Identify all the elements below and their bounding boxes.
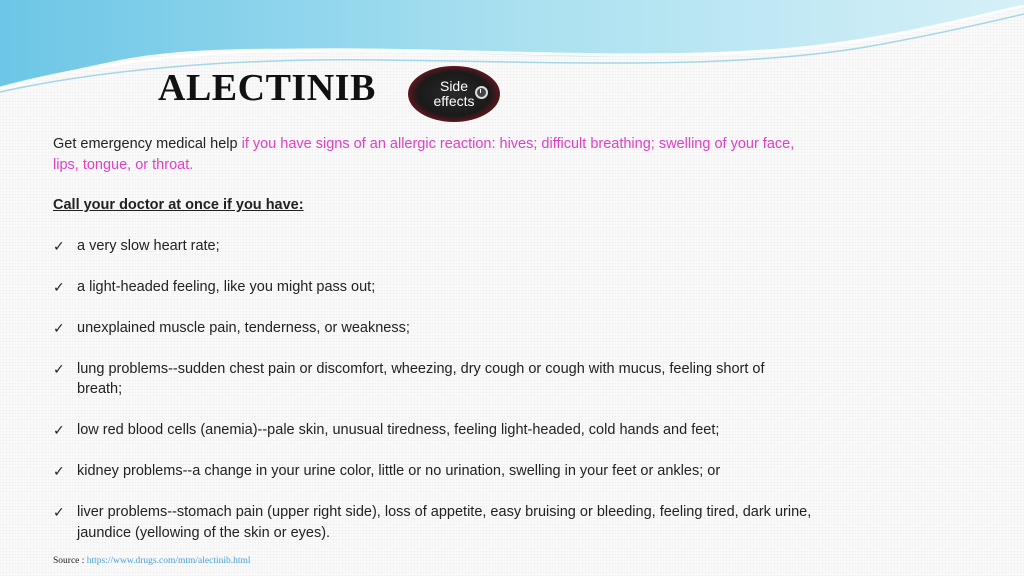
list-item-text: unexplained muscle pain, tenderness, or weakness; [77, 319, 410, 336]
list-item [53, 277, 813, 298]
checkmark-icon: ✓ [53, 463, 65, 479]
symptom-list [53, 236, 813, 544]
list-item-text: a very slow heart rate; [77, 237, 220, 254]
checkmark-icon: ✓ [53, 504, 65, 520]
list-item-text: liver problems--stomach pain (upper right side), loss of appetite, easy bruising or bleeding, feeling tired, dark urine, jaundice (yellowing of the skin or eyes). [77, 504, 812, 541]
list-item-text: a light-headed feeling, like you might pass out; [77, 278, 376, 295]
checkmark-icon: ✓ [53, 319, 65, 336]
clock-icon [475, 86, 488, 99]
list-item [53, 318, 813, 339]
subheading: Call your doctor at once if you have: [53, 197, 304, 213]
list-item [53, 359, 813, 400]
header-wave-decoration [0, 0, 1024, 100]
list-item [53, 236, 813, 257]
checkmark-icon: ✓ [53, 360, 65, 377]
source-citation [53, 556, 251, 566]
list-item [53, 420, 813, 441]
list-item [53, 461, 813, 482]
source-link[interactable]: https://www.drugs.com/mtm/alectinib.html [86, 556, 251, 566]
source-label: Source : [53, 556, 87, 566]
checkmark-icon: ✓ [53, 278, 65, 295]
main-content [53, 134, 813, 564]
intro-paragraph [53, 134, 813, 175]
list-item-text: kidney problems--a change in your urine color, little or no urination, swelling in your feet or ankles; or [77, 463, 721, 479]
side-effects-badge-image [408, 66, 500, 122]
intro-highlight-text: if you have signs of an allergic reaction: hives; difficult breathing; swelling of your face, lips, tongue, or throat. [53, 136, 795, 173]
list-item-text: lung problems--sudden chest pain or discomfort, wheezing, dry cough or cough with mucus, feeling short of breath; [77, 360, 765, 397]
badge-line-2: effects [433, 93, 475, 109]
list-item [53, 502, 813, 543]
badge-line-1: Side [439, 78, 469, 94]
intro-text: Get emergency medical help [53, 136, 242, 152]
checkmark-icon: ✓ [53, 422, 65, 438]
list-item-text: low red blood cells (anemia)--pale skin, unusual tiredness, feeling light-headed, cold hands and feet; [77, 422, 720, 438]
page-title: ALECTINIB [158, 67, 376, 109]
checkmark-icon: ✓ [53, 237, 65, 254]
